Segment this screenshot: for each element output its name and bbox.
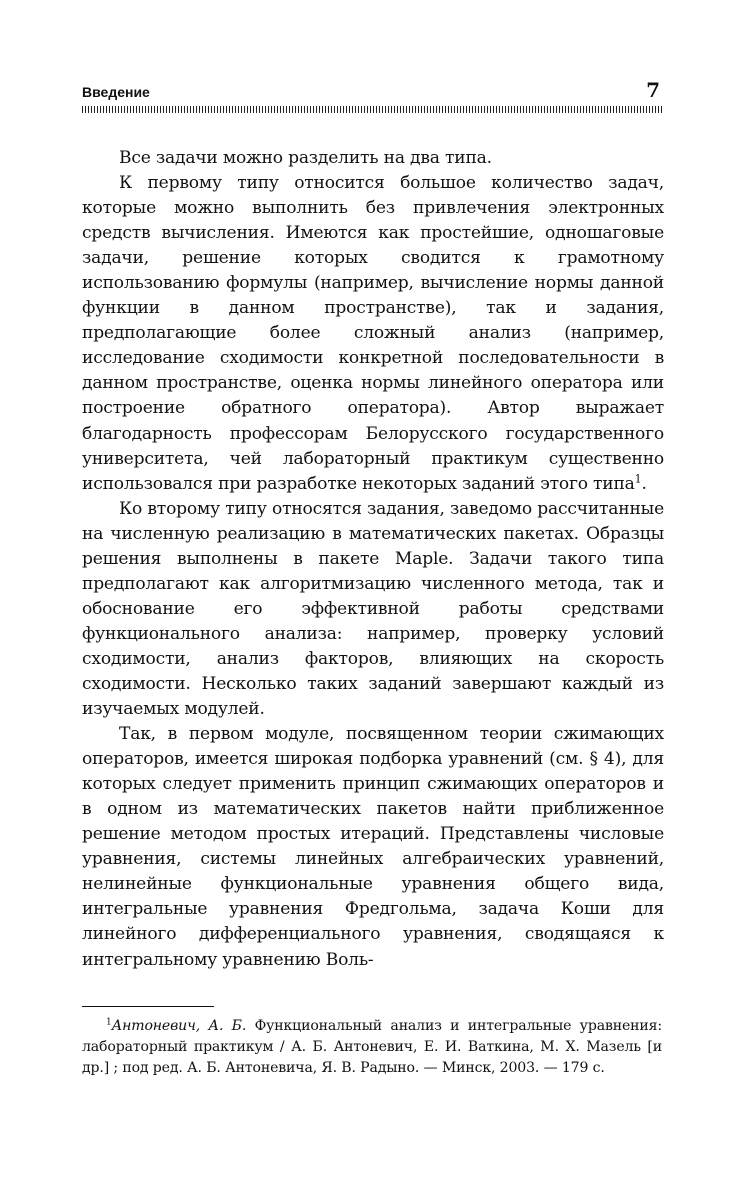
paragraph-1: Все задачи можно разделить на два типа. bbox=[119, 148, 492, 168]
paragraph-4: Так, в первом модуле, посвященном теории сжимающих операторов, имеется широкая подборка уравнений (см. § 4), для которых следует применить принцип сжимающих операторов и в одном из математических пакетов найти приближенное решение методом простых итераций. Представлены числовые уравнения, системы линейных алгебраических уравнений, нелинейные функциональные уравнения общего вида, интегральные уравнения Фредгольма, задача Коши для линейного дифференциального уравнения, сводящаяся к интегральному уравнению Воль- bbox=[82, 724, 664, 970]
footnote-number: 1 bbox=[106, 1017, 112, 1028]
footnote-author: Антоневич, А. Б. bbox=[111, 1018, 247, 1034]
page-number: 7 bbox=[646, 78, 660, 102]
footnote-text: Функциональный анализ и интегральные уравнения: лабораторный практикум / А. Б. Антоневич, Е. И. Ваткина, М. Х. Мазель [и др.] ; под ред. А. Б. Антоневича, Я. В. Радыно. — Минск, 2003. — 179 с. bbox=[82, 1018, 662, 1076]
footnote-separator bbox=[82, 1006, 214, 1007]
main-text bbox=[82, 146, 664, 973]
footnote-paragraph bbox=[82, 1016, 662, 1079]
paragraph-2 bbox=[82, 171, 664, 497]
chapter-title: Введение bbox=[82, 84, 150, 100]
footnote-reference[interactable]: 1 bbox=[634, 471, 642, 485]
running-header bbox=[82, 78, 662, 104]
footnote bbox=[82, 1016, 662, 1079]
paragraph-2-text: К первому типу относится большое количество задач, которые можно выполнить без привлечения электронных средств вычисления. Имеются как простейшие, одношаговые задачи, решение которых сводится к грамотному использованию формулы (например, вычисление нормы данной функции в данном пространстве), так и задания, предполагающие более сложный анализ (например, исследование сходимости конкретной последовательности в данном пространстве, оценка нормы линейного оператора или построение обратного оператора). Автор выражает благодарность профессорам Белорусского государственного университета, чей лабораторный практикум существенно использовался при разработке некоторых заданий этого типа bbox=[82, 173, 664, 494]
header-rule bbox=[82, 106, 662, 113]
paragraph-3: Ко второму типу относятся задания, заведомо рассчитанные на численную реализацию в математических пакетах. Образцы решения выполнены в пакете Maple. Задачи такого типа предполагают как алгоритмизацию численного метода, так и обоснование его эффективной работы средствами функционального анализа: например, проверку условий сходимости, анализ факторов, влияющих на скорость сходимости. Несколько таких заданий завершают каждый из изучаемых модулей. bbox=[82, 498, 664, 720]
paragraph-2-end: . bbox=[641, 473, 647, 494]
